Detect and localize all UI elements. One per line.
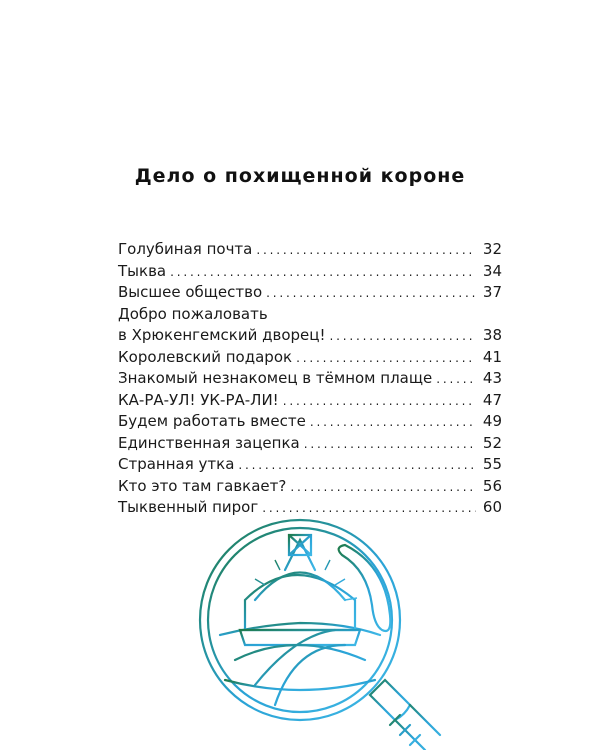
section-title: Дело о похищенной короне — [134, 165, 466, 187]
toc-entry[interactable]: Кто это там гавкает? . . . 56 — [118, 477, 502, 499]
leader-dots — [290, 477, 476, 495]
toc-entry[interactable]: Тыква . . . 34 — [118, 262, 502, 284]
toc-entry[interactable]: Единственная зацепка . . . 52 — [118, 434, 502, 456]
leader-dots — [256, 240, 476, 258]
leader-dots — [330, 326, 477, 344]
toc-entry[interactable]: Будем работать вместе . . . 49 — [118, 412, 502, 434]
leader-dots — [296, 348, 476, 366]
leader-dots — [436, 369, 476, 387]
toc-entry[interactable]: Высшее общество . . . 37 — [118, 283, 502, 305]
magnifying-glass-crown-icon — [185, 510, 445, 750]
toc-entry[interactable]: Голубиная почта . . . 32 — [118, 240, 502, 262]
leader-dots — [238, 455, 476, 473]
toc-entry[interactable]: Королевский подарок . . . 41 — [118, 348, 502, 370]
table-of-contents — [118, 240, 502, 520]
toc-entry[interactable]: в Хрюкенгемский дворец! . . . 38 — [118, 326, 502, 348]
toc-entry[interactable]: Странная утка . . . 55 — [118, 455, 502, 477]
leader-dots — [304, 434, 476, 452]
leader-dots — [170, 262, 476, 280]
toc-entry-line1[interactable]: Добро пожаловать — [118, 304, 268, 323]
leader-dots — [266, 283, 476, 301]
toc-entry[interactable]: Тыквенный пирог . . . 60 — [118, 498, 502, 520]
leader-dots — [283, 391, 476, 409]
toc-entry[interactable]: КА-РА-УЛ! УК-РА-ЛИ! . . . 47 — [118, 391, 502, 413]
leader-dots — [310, 412, 476, 430]
toc-entry[interactable]: Знакомый незнакомец в тёмном плаще . . . 43 — [118, 369, 502, 391]
